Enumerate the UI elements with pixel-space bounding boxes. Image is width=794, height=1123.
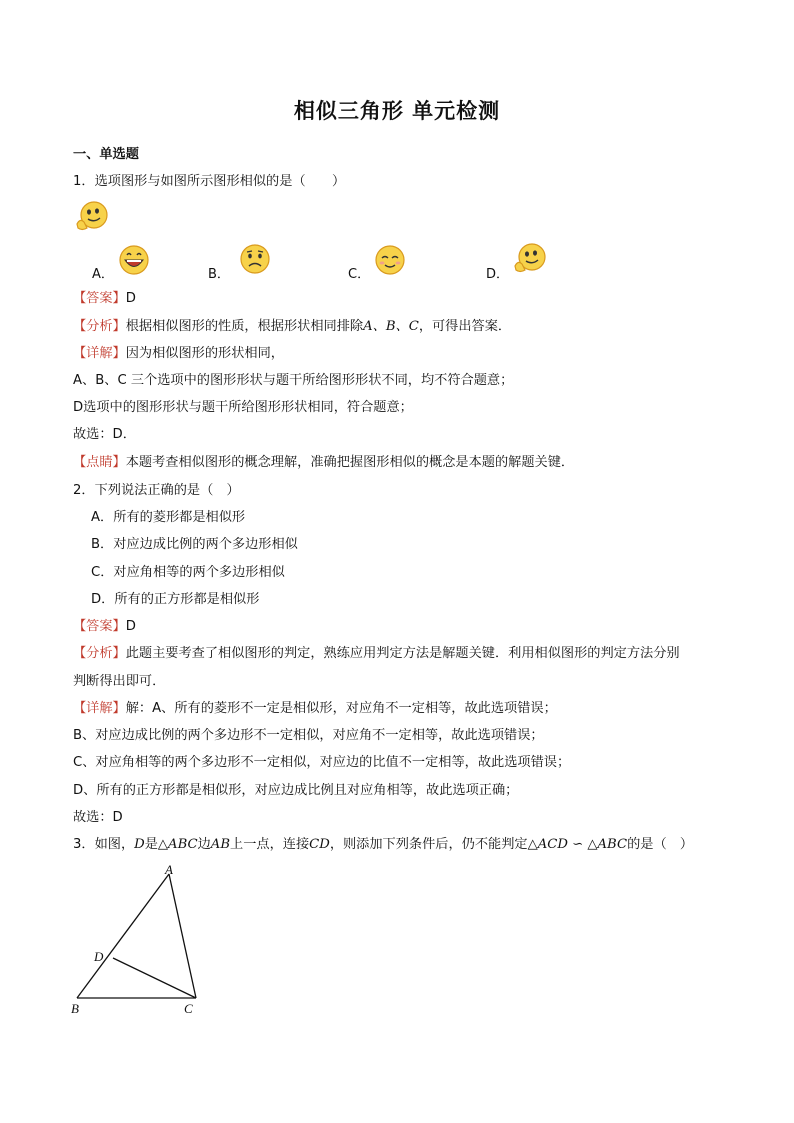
q1-option-b: B． (208, 267, 230, 282)
detail-tag: 【详解】 (73, 701, 126, 716)
analysis-text: 此题主要考查了相似图形的判定，熟练应用判定方法是解题关键．利用相似图形的判定方法分别 (125, 646, 680, 661)
q3-stem (73, 836, 693, 854)
sad-face-icon (238, 243, 272, 275)
q1-analysis (73, 318, 511, 336)
q3-stem-part: 是 (144, 837, 158, 852)
q2-detail-line-3: C、对应角相等的两个多边形不一定相似，对应边的比值不一定相等，故此选项错误； (73, 755, 571, 770)
q2-option-a: A．所有的菱形都是相似形 (91, 510, 246, 525)
q3-stem-part: 边 (197, 837, 211, 852)
answer-value: D (125, 619, 136, 634)
q3-var-similarity: △ACD ∽ △ABC (527, 837, 628, 852)
q3-var-cd: CD (309, 837, 330, 852)
detail-text: 因为相似图形的形状相同， (125, 346, 284, 361)
q1-reference-face-icon (74, 200, 110, 234)
q1-answer (73, 290, 136, 308)
q1-detail (73, 345, 284, 363)
q3-stem-part: 3．如图， (73, 837, 135, 852)
q1-option-c: C． (348, 267, 371, 282)
q2-detail-line-4: D、所有的正方形都是相似形，对应边成比例且对应角相等，故此选项正确； (73, 783, 519, 798)
analysis-vars: A、B、C (363, 319, 419, 334)
q1-option-d: D． (486, 267, 510, 282)
laughing-face-icon (117, 244, 151, 276)
q1-detail-line-2: A、B、C 三个选项中的图形形状与题干所给图形形状不同，均不符合题意； (73, 373, 514, 388)
detail-text: 解：A、所有的菱形不一定是相似形，对应角不一定相等，故此选项错误； (125, 701, 557, 716)
label-a: A (165, 862, 173, 877)
page-title: 相似三角形 单元检测 (293, 99, 501, 123)
smiling-face-icon (373, 244, 407, 276)
label-d: D (94, 949, 104, 964)
section-heading: 一、单选题 (73, 147, 139, 162)
q2-detail-line-2: B、对应边成比例的两个多边形不一定相似，对应角不一定相等，故此选项错误； (73, 728, 544, 743)
q1-stem: 1．选项图形与如图所示图形相似的是（ ） (73, 174, 346, 189)
q2-conclusion: 故选：D (73, 810, 123, 825)
analysis-tag: 【分析】 (73, 646, 126, 661)
q3-stem-part: 的是（ ） (627, 837, 694, 852)
label-c: C (184, 1001, 193, 1016)
thinking-face-icon (512, 242, 548, 276)
side-ac (169, 874, 196, 998)
side-ab (77, 874, 169, 998)
q2-option-c: C．对应角相等的两个多边形相似 (91, 565, 285, 580)
answer-tag: 【答案】 (73, 291, 126, 306)
q3-var-d: D (134, 837, 145, 852)
q2-option-d: D．所有的正方形都是相似形 (91, 592, 260, 607)
q1-comment (73, 454, 574, 472)
q3-triangle-figure (66, 862, 216, 1022)
q3-var-triangle-abc: △ABC (157, 837, 198, 852)
answer-value: D (125, 291, 136, 306)
q1-option-a: A． (92, 267, 114, 282)
q3-var-ab: AB (210, 837, 231, 852)
answer-tag: 【答案】 (73, 619, 126, 634)
analysis-text-end: ，可得出答案． (418, 319, 512, 334)
comment-text: 本题考查相似图形的概念理解，准确把握图形相似的概念是本题的解题关键． (125, 455, 575, 470)
q2-detail (73, 700, 557, 718)
q2-analysis-line-2: 判断得出即可． (73, 674, 166, 689)
segment-cd (113, 958, 196, 998)
q1-conclusion: 故选：D． (73, 427, 136, 442)
q2-answer (73, 618, 136, 636)
q1-detail-line-3: D选项中的图形形状与题干所给图形形状相同，符合题意； (73, 400, 413, 415)
q2-option-b: B．对应边成比例的两个多边形相似 (91, 537, 298, 552)
analysis-tag: 【分析】 (73, 319, 126, 334)
detail-tag: 【详解】 (73, 346, 126, 361)
comment-tag: 【点睛】 (73, 455, 126, 470)
q2-analysis (73, 645, 680, 663)
q3-stem-part: 上一点，连接 (230, 837, 310, 852)
q2-stem: 2．下列说法正确的是（ ） (73, 483, 240, 498)
q3-stem-part: ，则添加下列条件后，仍不能判定 (329, 837, 528, 852)
label-b: B (71, 1001, 79, 1016)
analysis-text: 根据相似图形的性质，根据形状相同排除 (125, 319, 364, 334)
